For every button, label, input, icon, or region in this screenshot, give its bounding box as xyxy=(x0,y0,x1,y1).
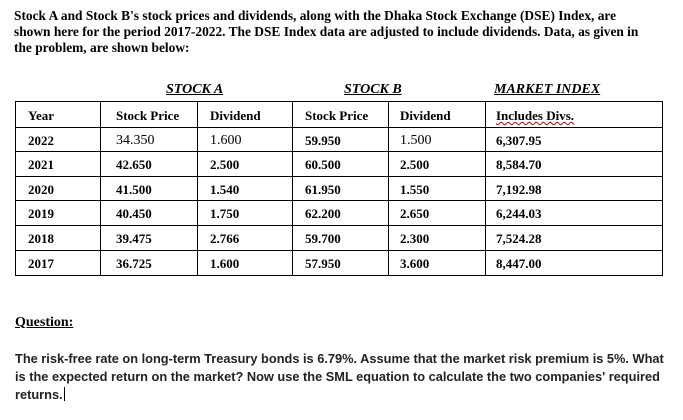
question-heading: Question: xyxy=(15,315,74,330)
data-table xyxy=(15,101,663,276)
cell-stock-b-dividend: 2.500 xyxy=(400,157,430,173)
cell-market-index: 6,307.95 xyxy=(496,132,542,148)
cell-stock-b-price: 61.950 xyxy=(305,181,341,197)
table-header-row xyxy=(16,102,662,127)
cell-stock-a-dividend: 2.500 xyxy=(210,157,240,173)
cell-stock-a-price: 41.500 xyxy=(116,181,152,197)
cell-year: 2020 xyxy=(28,181,54,197)
table-row xyxy=(16,151,662,176)
cell-year: 2017 xyxy=(28,255,54,271)
cell-stock-b-dividend: 1.550 xyxy=(400,181,430,197)
cell-stock-a-dividend: 1.750 xyxy=(210,206,240,222)
cell-stock-b-dividend: 2.650 xyxy=(400,206,430,222)
cell-stock-a-price: 39.475 xyxy=(116,231,152,246)
cell-stock-a-price: 42.650 xyxy=(116,157,152,173)
cell-market-index: 6,244.03 xyxy=(496,206,542,222)
header-stock-b-dividend: Dividend xyxy=(400,108,451,123)
cell-market-index: 8,447.00 xyxy=(496,255,542,271)
cell-stock-a-price: 40.450 xyxy=(116,206,152,222)
cell-year: 2018 xyxy=(28,231,54,246)
cell-market-index: 7,192.98 xyxy=(496,181,542,197)
cell-stock-a-dividend: 2.766 xyxy=(210,231,240,246)
table-row xyxy=(16,127,662,152)
cell-stock-b-price: 59.950 xyxy=(305,132,341,148)
table-row xyxy=(16,200,662,225)
cell-stock-b-dividend: 3.600 xyxy=(400,255,430,271)
header-year: Year xyxy=(28,108,54,123)
cell-stock-a-dividend: 1.540 xyxy=(210,181,240,197)
cell-stock-b-price: 60.500 xyxy=(305,157,341,173)
cell-market-index: 7,524.28 xyxy=(496,231,542,246)
cell-stock-a-price: 36.725 xyxy=(116,255,152,271)
cell-year: 2019 xyxy=(28,206,54,222)
question-body-text: The risk-free rate on long-term Treasury bonds is 6.79%. Assume that the market risk premium is 5%. What is the expected return on the market? Now use the SML equation to calculate the two companies' required returns. xyxy=(15,351,664,402)
cell-stock-b-price: 59.700 xyxy=(305,231,341,246)
cell-stock-b-price: 57.950 xyxy=(305,255,341,271)
cell-year: 2021 xyxy=(28,157,54,173)
header-market-index: Includes Divs. xyxy=(496,108,575,123)
cell-year: 2022 xyxy=(28,132,54,148)
cell-stock-b-dividend: 2.300 xyxy=(400,231,430,246)
group-header-stock-a: STOCK A xyxy=(166,82,224,97)
group-header-market-index: MARKET INDEX xyxy=(494,82,601,97)
question-text[interactable] xyxy=(15,350,665,404)
group-header-stock-b: STOCK B xyxy=(344,82,402,97)
cell-stock-a-price: 34.350 xyxy=(116,132,155,148)
header-stock-b-price: Stock Price xyxy=(305,108,369,123)
cell-stock-b-dividend: 1.500 xyxy=(400,132,432,148)
cell-market-index: 8,584.70 xyxy=(496,157,542,173)
table-row xyxy=(16,225,662,250)
cell-stock-b-price: 62.200 xyxy=(305,206,341,222)
intro-paragraph: Stock A and Stock B's stock prices and dividends, along with the Dhaka Stock Exchange (DSE) Index, are shown here for the period 2017-2022. The DSE Index data are adjusted to include dividends. Data, as given in the problem, are shown below: xyxy=(14,8,639,55)
header-stock-a-price: Stock Price xyxy=(116,108,180,123)
cell-stock-a-dividend: 1.600 xyxy=(210,255,240,271)
cell-stock-a-dividend: 1.600 xyxy=(210,132,242,148)
table-row xyxy=(16,176,662,201)
text-cursor xyxy=(64,387,65,401)
header-stock-a-dividend: Dividend xyxy=(210,108,261,123)
table-row xyxy=(16,250,662,275)
